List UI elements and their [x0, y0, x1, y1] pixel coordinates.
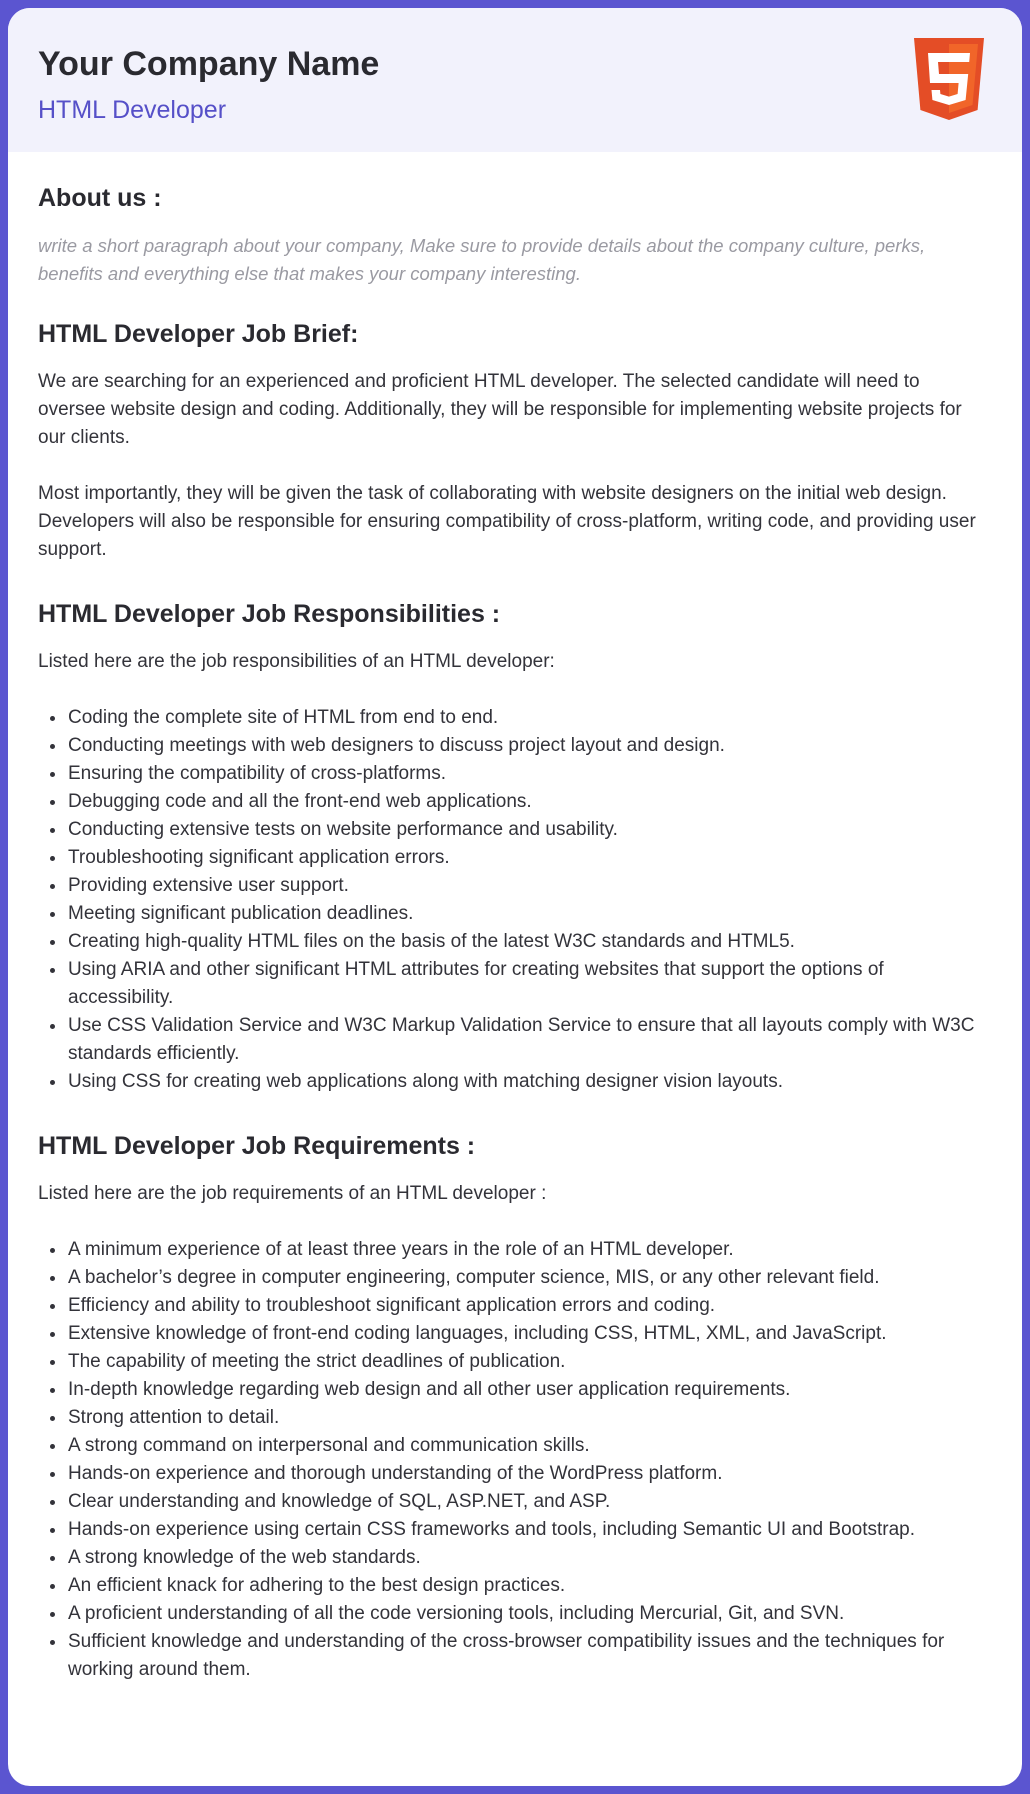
- requirements-intro: Listed here are the job requirements of an HTML developer :: [38, 1183, 547, 1204]
- list-item: Clear understanding and knowledge of SQL, ASP.NET, and ASP.: [38, 1488, 992, 1516]
- list-item: Providing extensive user support.: [38, 872, 992, 900]
- requirements-list: [38, 1236, 992, 1684]
- list-item: Troubleshooting significant application errors.: [38, 844, 992, 872]
- responsibilities-heading: HTML Developer Job Responsibilities :: [38, 600, 501, 628]
- list-item: Using CSS for creating web applications along with matching designer vision layouts.: [38, 1068, 992, 1096]
- list-item: In-depth knowledge regarding web design and all other user application requirements.: [38, 1376, 992, 1404]
- list-item: Strong attention to detail.: [38, 1404, 992, 1432]
- brief-paragraph: We are searching for an experienced and proficient HTML developer. The selected candidate will need to oversee website design and coding. Additionally, they will be responsible for implementing website projects for our clients.: [38, 371, 962, 448]
- content: [8, 152, 1022, 1684]
- list-item: Meeting significant publication deadlines.: [38, 900, 992, 928]
- header: [8, 8, 1022, 152]
- list-item: Conducting extensive tests on website performance and usability.: [38, 816, 992, 844]
- responsibilities-list: [38, 704, 992, 1096]
- list-item: Use CSS Validation Service and W3C Markup Validation Service to ensure that all layouts comply with W3C standards efficiently.: [38, 1012, 992, 1068]
- html5-icon: [914, 38, 984, 120]
- list-item: Sufficient knowledge and understanding of the cross-browser compatibility issues and the techniques for working around them.: [38, 1628, 992, 1684]
- list-item: A minimum experience of at least three years in the role of an HTML developer.: [38, 1236, 992, 1264]
- requirements-heading: HTML Developer Job Requirements :: [38, 1132, 476, 1160]
- list-item: Hands-on experience using certain CSS frameworks and tools, including Semantic UI and Bootstrap.: [38, 1516, 992, 1544]
- list-item: A strong command on interpersonal and communication skills.: [38, 1432, 992, 1460]
- role-title: HTML Developer: [38, 96, 227, 124]
- list-item: Efficiency and ability to troubleshoot significant application errors and coding.: [38, 1292, 992, 1320]
- list-item: A proficient understanding of all the code versioning tools, including Mercurial, Git, and SVN.: [38, 1600, 992, 1628]
- list-item: Debugging code and all the front-end web applications.: [38, 788, 992, 816]
- list-item: Creating high-quality HTML files on the basis of the latest W3C standards and HTML5.: [38, 928, 992, 956]
- responsibilities-intro: Listed here are the job responsibilities of an HTML developer:: [38, 651, 555, 672]
- about-heading: About us :: [38, 184, 162, 212]
- job-description-card: [8, 8, 1022, 1786]
- list-item: A strong knowledge of the web standards.: [38, 1544, 992, 1572]
- list-item: The capability of meeting the strict deadlines of publication.: [38, 1348, 992, 1376]
- brief-heading: HTML Developer Job Brief:: [38, 320, 359, 348]
- list-item: Ensuring the compatibility of cross-platforms.: [38, 760, 992, 788]
- list-item: Extensive knowledge of front-end coding languages, including CSS, HTML, XML, and JavaScript.: [38, 1320, 992, 1348]
- list-item: An efficient knack for adhering to the best design practices.: [38, 1572, 992, 1600]
- list-item: A bachelor’s degree in computer engineering, computer science, MIS, or any other relevant field.: [38, 1264, 992, 1292]
- list-item: Hands-on experience and thorough understanding of the WordPress platform.: [38, 1460, 992, 1488]
- about-text: write a short paragraph about your company, Make sure to provide details about the company culture, perks, benefits and everything else that makes your company interesting.: [38, 235, 926, 284]
- list-item: Conducting meetings with web designers to discuss project layout and design.: [38, 732, 992, 760]
- list-item: Using ARIA and other significant HTML attributes for creating websites that support the options of accessibility.: [38, 956, 992, 1012]
- list-item: Coding the complete site of HTML from end to end.: [38, 704, 992, 732]
- company-name: Your Company Name: [38, 45, 380, 83]
- brief-paragraph: Most importantly, they will be given the task of collaborating with website designers on the initial web design. Developers will also be responsible for ensuring compatibility of cross-platform, writing code, and providing user support.: [38, 483, 976, 560]
